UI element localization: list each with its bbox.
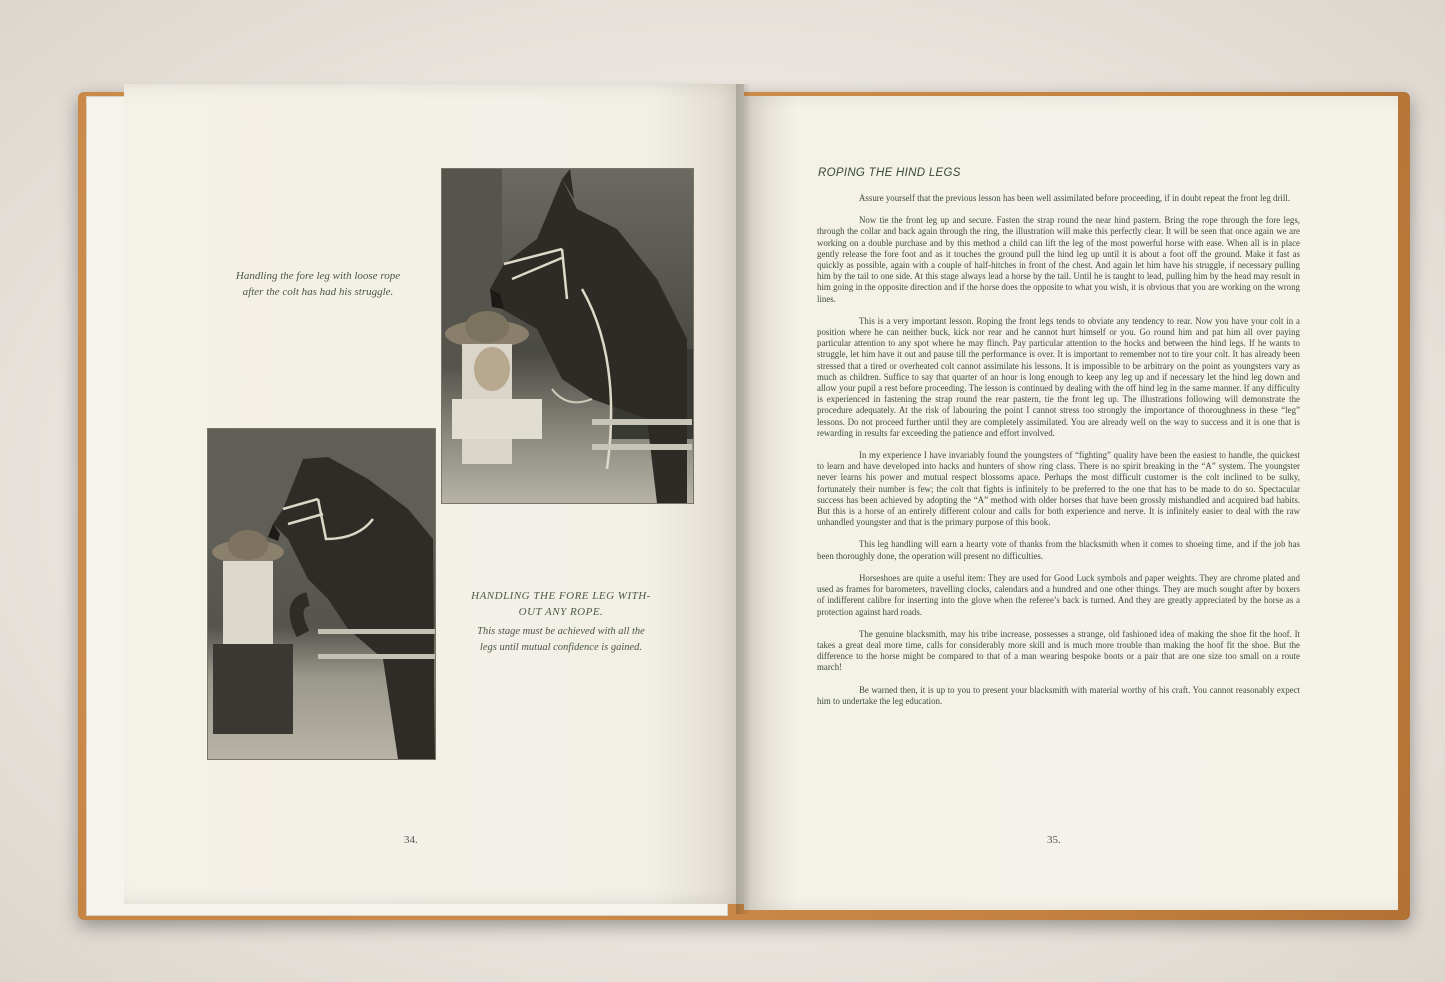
page-number-left: 34.: [404, 834, 418, 846]
caption-line: Handling the fore leg with loose rope: [235, 270, 401, 282]
photo-fore-leg-loose-rope: [441, 168, 694, 504]
book-gutter: [736, 84, 750, 914]
caption-title-line: OUT ANY ROPE.: [518, 606, 604, 618]
paragraph: Be warned then, it is up to you to present your blacksmith with material worthy of his craft. You cannot reasonably expect him to undertake the leg education.: [817, 684, 1300, 706]
photo-fore-leg-without-rope: [207, 428, 436, 760]
caption-body-line: This stage must be achieved with all the: [477, 626, 645, 637]
caption-title-line: HANDLING THE FORE LEG WITH-: [471, 590, 651, 602]
paragraph: Now tie the front leg up and secure. Fasten the strap round the near hind pastern. Bring the rope through the fore legs, through the collar and back again through the ring, the illustration will make this perfectly clear. It will be seen that once again we are working on a double purchase and by this method a child can lift the leg of the most powerful horse with ease. When all is in place gently release the fore foot and as it touches the ground pull the hind leg up until it is about a foot off the ground. Make it fast as quickly as possible, again with a couple of half-hitches in front of the chest. And again let him have his struggle, if necessary pulling him by the tail to one side. At this stage always lead a horse by the tail. Until he is taught to lead, pulling him by the head may result in him going in the opposite direction and if the horse does the opposite to what you wish, it is obvious that you are working on the wrong lines.: [817, 215, 1300, 304]
caption-body-without-rope: [450, 624, 672, 656]
paragraph: Horseshoes are quite a useful item: They are used for Good Luck symbols and paper weights. They are chrome plated and used as frames for barometers, travelling clocks, calendars and a hundred and one other things. They are much sought after by boxers of indifferent calibre for inserting into the glove when the referee’s back is turned. And they are greatly appreciated by the horse as a protection against hard roads.: [817, 572, 1300, 617]
paragraph: Assure yourself that the previous lesson has been well assimilated before proceeding, if in doubt repeat the front leg drill.: [859, 193, 1291, 203]
paragraph: This leg handling will earn a hearty vote of thanks from the blacksmith when it comes to shoeing time, and if the job has been thoroughly done, the operation will present no difficulties.: [817, 539, 1300, 561]
paragraph: The genuine blacksmith, may his tribe increase, possesses a strange, old fashioned idea of making the shoe fit the hoof. It takes a great deal more time, calls for considerably more skill and is much more trouble than making the hoof fit the shoe. But the difference to the horse might be compared to that of a man wearing bespoke boots or a pair that are one size too small on a route march!: [817, 628, 1300, 673]
caption-title-without-rope: [450, 588, 672, 620]
caption-line: after the colt has had his struggle.: [242, 286, 394, 298]
paragraph: This is a very important lesson. Roping the front legs tends to obviate any tendency to rear. Now you have your colt in a position where he can neither buck, kick nor rear and he cannot hurt himself or you. Go round him and pat him all over paying particular attention to any spot where he may flinch. Pay particular attention to the hocks and between the hind legs. If he wants to struggle, let him have it out and pause till the performance is over. It is important to remember not to tire your colt. It has already been stressed that a tired or overheated colt cannot assimilate his lessons. It is impossible to be arbitrary on the point as youngsters vary as much as children. Suffice to say that quarter of an hour is long enough to keep any leg up and if necessary let the hind leg down and allow your pupil a rest before proceeding. The lesson is continued by dealing with the off hind leg in the same manner. If any difficulty is experienced in fastening the strap round the rear pastern, tie the front leg up. The illustrations following will demonstrate the procedure adequately. At the risk of labouring the point I cannot stress too strongly the importance of thoroughness in these “leg” lessons. Do not proceed further until they are completely assimilated. You are already well on the way to success and it is one that is rewarding in results far exceeding the patience and effort involved.: [817, 315, 1300, 438]
body-text: [817, 193, 1300, 718]
caption-body-line: legs until mutual confidence is gained.: [479, 642, 643, 653]
section-heading: ROPING THE HIND LEGS: [818, 167, 961, 179]
paragraph: In my experience I have invariably found the youngsters of “fighting” quality have been the easiest to handle, the quickest to learn and have developed into hacks and hunters of show ring class. There is no spirit breaking in the “A” system. The youngster never learns his power and mutual respect blossoms apace. Perhaps the most difficult customer is the colt inclined to be sulky, fortunately their number is few; the colt that fights is infinitely to be preferred to the one that has to be made to do so. Spectacular success has been achieved by adopting the “A” method with older horses that have been grossly mishandled and acquired bad habits. But this is a horse of an entirely different colour and calls for both experience and nerve. It is infinitely easier to deal with the raw unhandled youngster and that is the primary purpose of this book.: [817, 450, 1300, 528]
page-number-right: 35.: [1047, 834, 1061, 846]
caption-loose-rope: [218, 268, 418, 300]
